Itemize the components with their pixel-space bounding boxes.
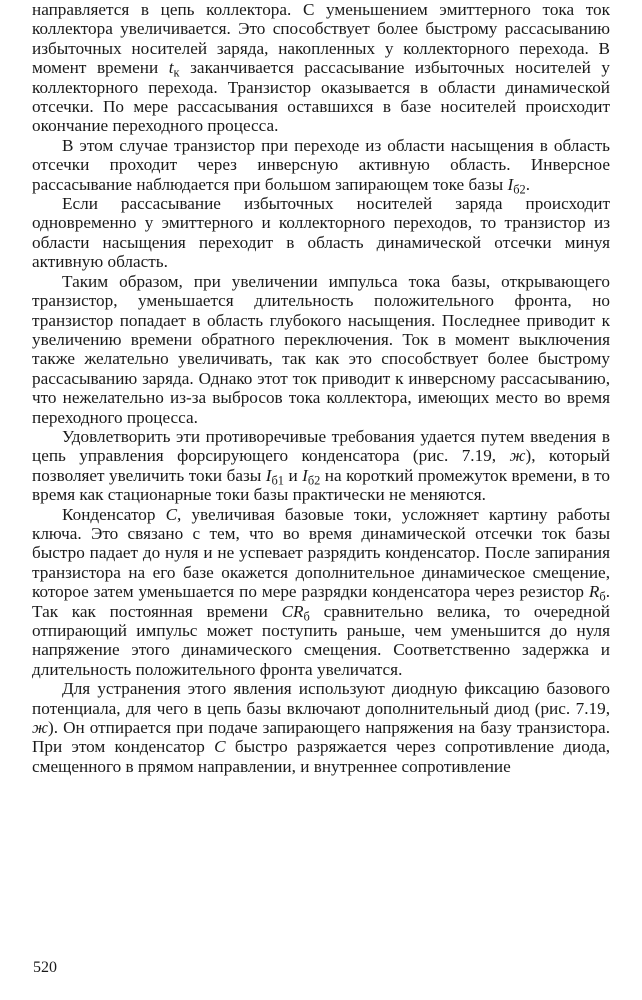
subscript: б [303, 609, 310, 624]
math-symbol: С [165, 504, 178, 524]
paragraph [32, 0, 610, 136]
subscript: б1 [271, 473, 284, 488]
text-run: Для устранения этого явления используют диодную фиксацию базового потенциала, для чего в цепь базы включают дополнительный диод (рис. 7.19, [32, 679, 610, 718]
text-run: , увеличивая базовые токи, усложняет картину работы ключа. Это связано с тем, что во время динамической отсечки ток базы быстро падает до нуля и не успевает разрядить конденсатор. После запирания транзистора на его базе окажется дополнительное динамическое смещение, которое затем уменьшается по мере разрядки конденсатора через резистор [32, 504, 610, 602]
subscript: б2 [307, 473, 321, 488]
text-run: Удовлетворить эти противоречивые требования удается путем введения в цепь управления форсирующего конденсатора (рис. 7.19, [32, 426, 610, 466]
paragraph [32, 272, 610, 427]
text-run: направляется в цепь коллектора. С уменьшением эмиттерного тока ток коллектора увеличивается. Это способствует более быстрому рассасыванию избыточных носителей заряда, накопленных у коллекторного перехода. В момент времени [32, 0, 610, 78]
subscript: б [599, 589, 606, 604]
paragraph [32, 194, 610, 272]
paragraph [32, 679, 610, 776]
text-run: сравнительно велика, то очередной отпирающий импульс может поступить раньше, чем уменьшится до нуля напряжение этого динамического смещения. Соответственно задержка и длительность положительного фронта увеличатся. [32, 601, 610, 679]
text-run: . [525, 174, 530, 194]
text-run: ), который позволяет увеличить токи базы [32, 446, 610, 485]
math-symbol: R [588, 582, 600, 602]
text-run: Таким образом, при увеличении импульса тока базы, открывающего транзистор, уменьшается длительность положительного фронта, но транзистор попадает в область глубокого насыщения. Последнее приводит к увеличению времени обратного переключения. Ток в момент выключения также желательно увеличивать, так как это способствует более быстрому рассасыванию заряда. Однако этот ток приводит к инверсному рассасыванию, что нежелательно из-за выбросов тока коллектора, имеющих место во время переходного процесса. [32, 271, 610, 427]
text-run: В этом случае транзистор при переходе из области насыщения в область отсечки проходит через инверсную активную область. Инверсное рассасывание наблюдается при большом запирающем токе базы [32, 135, 610, 194]
math-symbol: ж [509, 446, 526, 466]
page-number: 520 [33, 959, 57, 976]
math-symbol: CR [281, 601, 304, 621]
math-symbol: I [302, 465, 308, 485]
text-run: . Так как постоянная времени [32, 582, 610, 621]
text-run: и [283, 465, 303, 485]
text-run: ). Он отпирается при подаче запирающего напряжения на базу транзистора. При этом конденсатор [32, 718, 610, 757]
math-symbol: ж [32, 718, 48, 738]
text-run: Если рассасывание избыточных носителей заряда происходит одновременно у эмиттерного и коллекторного переходов, то транзистор из области насыщения переходит в область динамической отсечки минуя активную область. [32, 194, 610, 272]
text-run: заканчивается рассасывание избыточных носителей у коллекторного перехода. Транзистор оказывается в области динамической отсечки. По мере рассасывания оставшихся в базе носителей происходит окончание переходного процесса. [32, 58, 610, 136]
page-body [32, 0, 610, 776]
math-symbol: I [265, 465, 272, 485]
math-symbol: С [214, 737, 226, 757]
text-run: быстро разряжается через сопротивление диода, смещенного в прямом направлении, и внутреннее сопротивление [32, 737, 610, 776]
text-run: Конденсатор [62, 504, 166, 524]
math-symbol: t [168, 58, 174, 78]
paragraph [32, 505, 610, 680]
math-symbol: I [507, 174, 514, 194]
paragraph [32, 427, 610, 505]
paragraph [32, 135, 610, 197]
subscript: к [173, 65, 180, 80]
subscript: б2 [513, 182, 526, 197]
text-run: на короткий промежуток времени, в то время как стационарные токи базы практически не меняются. [32, 465, 610, 505]
